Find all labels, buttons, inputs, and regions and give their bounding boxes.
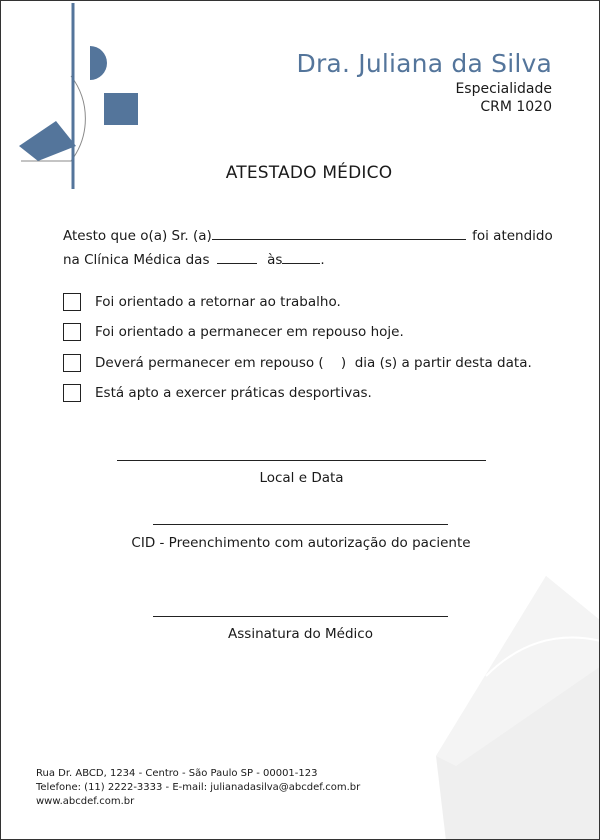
checkbox-row	[63, 323, 404, 341]
watermark-shape	[426, 566, 600, 840]
attestation-line-1	[63, 227, 553, 244]
checkbox-label: Está apto a exercer práticas desportivas.	[95, 385, 372, 401]
rest-today-checkbox[interactable]	[63, 323, 81, 341]
return-to-work-checkbox[interactable]	[63, 293, 81, 311]
logo-half-disc	[90, 46, 107, 80]
checkbox-row	[63, 354, 532, 372]
specialty: Especialidade	[455, 81, 552, 97]
attestation-suffix: foi atendido	[472, 228, 553, 244]
crm-number: CRM 1020	[480, 99, 552, 115]
place-date-line[interactable]	[117, 460, 486, 461]
line-end-period: .	[320, 252, 325, 268]
footer-website: www.abcdef.com.br	[36, 796, 135, 807]
doctor-signature-line[interactable]	[153, 616, 448, 617]
patient-name-field[interactable]	[212, 227, 466, 240]
checkbox-label: Foi orientado a retornar ao trabalho.	[95, 294, 341, 310]
cid-line[interactable]	[153, 524, 448, 525]
footer-address: Rua Dr. ABCD, 1234 - Centro - São Paulo SP - 00001-123	[36, 768, 318, 779]
doctor-signature-caption: Assinatura do Médico	[228, 626, 373, 642]
start-time-field[interactable]	[217, 251, 257, 264]
checkbox-row	[63, 384, 372, 402]
logo-triangle	[19, 121, 76, 146]
logo-square	[104, 93, 138, 125]
end-time-field[interactable]	[282, 251, 320, 264]
checkbox-label: Deverá permanecer em repouso ( ) dia (s) a partir desta data.	[95, 355, 532, 371]
rest-days-checkbox[interactable]	[63, 354, 81, 372]
footer-contact: Telefone: (11) 2222-3333 - E-mail: julianadasilva@abcdef.com.br	[36, 782, 361, 793]
document-title: ATESTADO MÉDICO	[225, 163, 393, 183]
place-date-caption: Local e Data	[259, 470, 344, 486]
attestation-prefix: Atesto que o(a) Sr. (a)	[63, 228, 212, 244]
cid-caption: CID - Preenchimento com autorização do paciente	[131, 535, 471, 551]
logo-triangle-tail	[19, 146, 76, 161]
doctor-name: Dra. Juliana da Silva	[296, 49, 552, 78]
time-connector: às	[267, 252, 283, 268]
checkbox-row	[63, 293, 341, 311]
clinic-prefix: na Clínica Médica das	[63, 252, 210, 268]
fit-for-sports-checkbox[interactable]	[63, 384, 81, 402]
attestation-line-2	[63, 251, 325, 268]
checkbox-label: Foi orientado a permanecer em repouso hoje.	[95, 324, 404, 340]
